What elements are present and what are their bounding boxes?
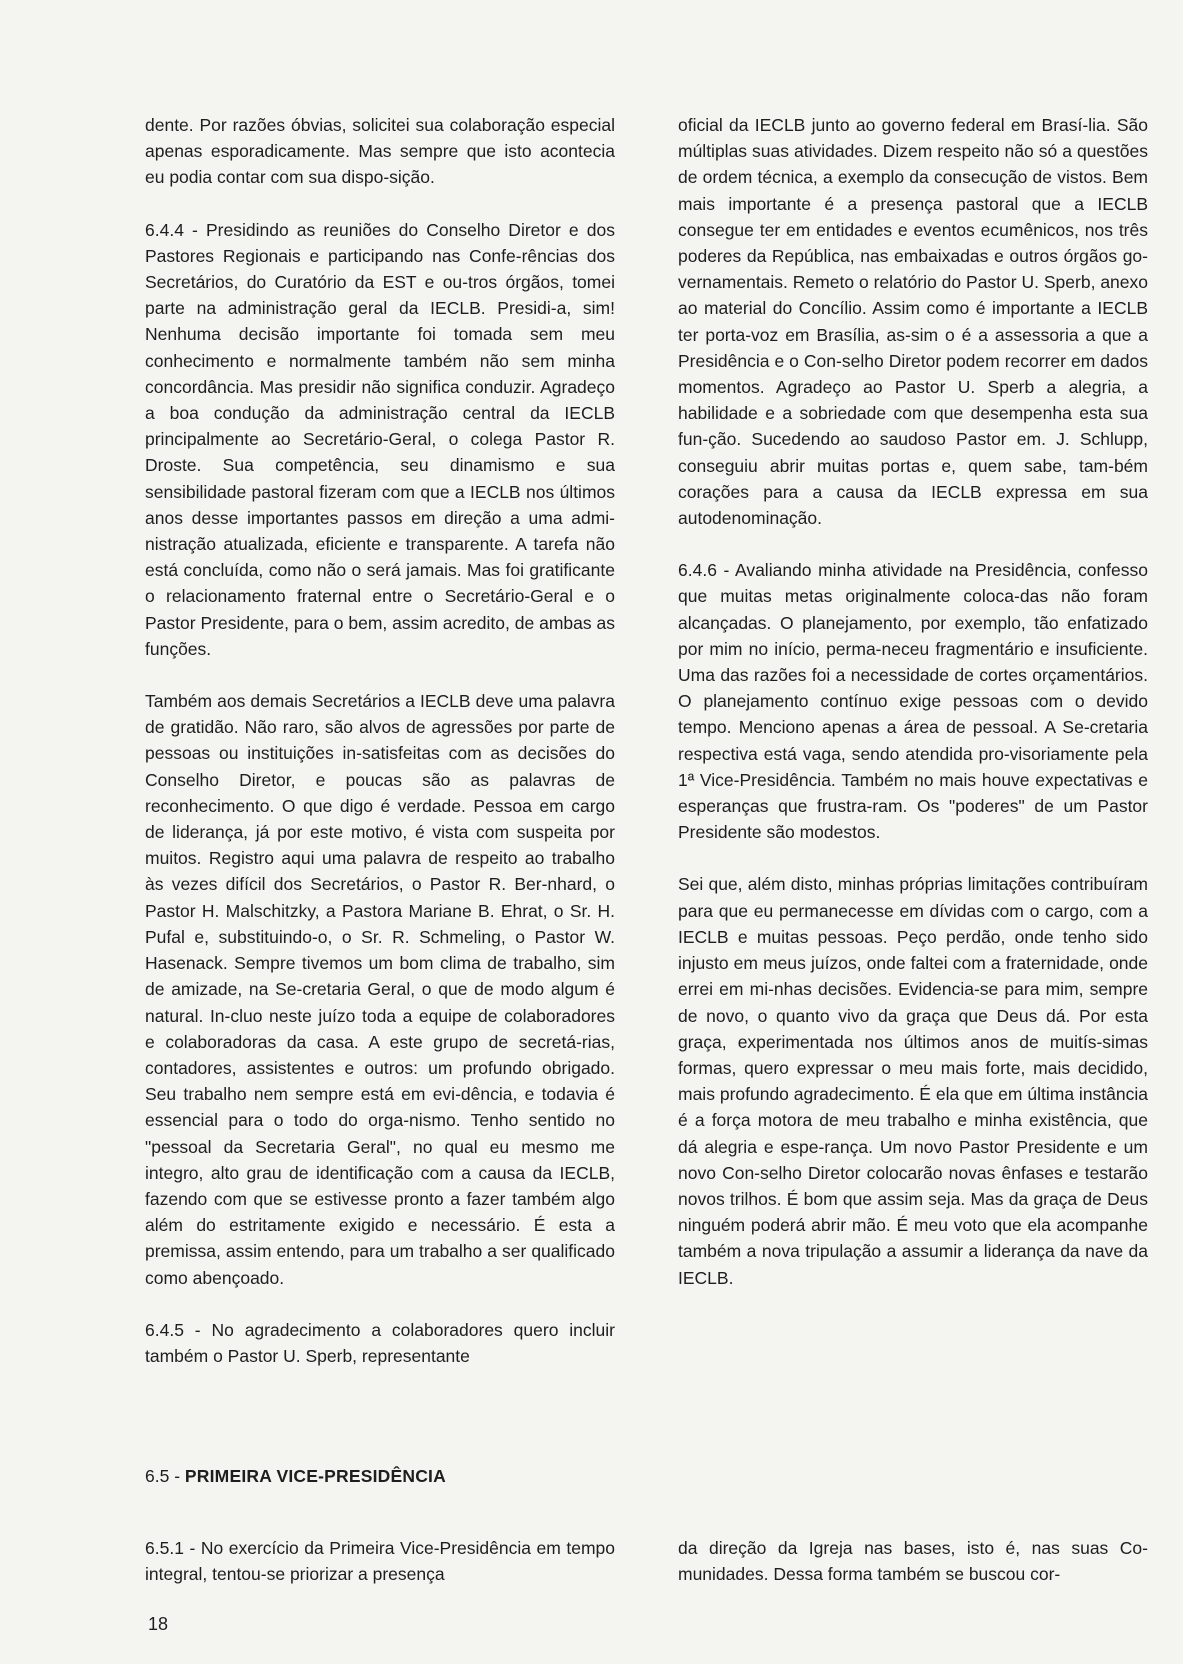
paragraph-6-5-1-left: 6.5.1 - No exercício da Primeira Vice-Presidência em tempo integral, tentou-se priorizar a presença [145,1538,615,1585]
section-title: PRIMEIRA VICE-PRESIDÊNCIA [184,1466,446,1486]
paragraph-6-4-4: 6.4.4 - Presidindo as reuniões do Conselho Diretor e dos Pastores Regionais e participando nas Confe-rências dos Secretários, do Curatório da EST e ou-tros órgãos, tomei parte na administração geral da IECLB. Presidi-a, sim! Nenhuma decisão importante foi tomada sem meu conhecimento e normalmente também não sem minha concordância. Mas presidir não significa conduzir. Agradeço a boa condução da administração central da IECLB principalmente ao Secretário-Geral, o colega Pastor R. Droste. Sua competência, seu dinamismo e sua sensibilidade pastoral fizeram com que a IECLB nos últimos anos desse importantes passos em direção a uma admi-nistração atualizada, eficiente e transparente. A tarefa não está concluída, como não o será jamais. Mas foi gratificante o relacionamento fraternal entre o Secretário-Geral e o Pastor Presidente, para o bem, assim acredito, de ambas as funções. [145,219,615,659]
paragraph-6-5-1-right: da direção da Igreja nas bases, isto é, nas suas Co-munidades. Dessa forma também se buscou cor- [678,1538,1148,1585]
paragraph-6-4-6: 6.4.6 - Avaliando minha atividade na Presidência, confesso que muitas metas originalmente coloca-das não foram alcançadas. O planejamento, por exemplo, tão enfatizado por mim no início, perma-neceu fragmentário e insuficiente. Uma das razões foi a necessidade de cortes orçamentários. O planejamento contínuo exige pessoas com o devido tempo. Menciono apenas a área de pessoal. A Se-cretaria respectiva está vaga, sendo atendida pro-visoriamente pela 1ª Vice-Presidência. Também no mais houve expectativas e esperanças que frustra-ram. Os "poderes" de um Pastor Presidente são modestos. [678,560,1148,843]
right-column [678,112,1148,1317]
paragraph-6-4-5: 6.4.5 - No agradecimento a colaboradores quero incluir também o Pastor U. Sperb, representante [145,1319,615,1366]
paragraph-sperb: oficial da IECLB junto ao governo federal em Brasí-lia. São múltiplas suas atividades. Dizem respeito não só a questões de ordem técnica, a exemplo da consecução de vistos. Bem mais importante é a presença pastoral que a IECLB consegue ter em entidades e eventos ecumênicos, nos três poderes da República, nas embaixadas e outros órgãos go-vernamentais. Remeto o relatório do Pastor U. Sperb, anexo ao material do Concílio. Assim como é importante a IECLB ter porta-voz em Brasília, as-sim o é a assessoria a que a Presidência e o Con-selho Diretor podem recorrer em dados momentos. Agradeço ao Pastor U. Sperb a alegria, a habilidade e a sobriedade com que desempenha esta sua fun-ção. Sucedendo ao saudoso Pastor em. J. Schlupp, conseguiu abrir muitas portas e, quem sabe, tam-bém corações para a causa da IECLB expressa em sua autodenominação. [678,115,1148,529]
page-number: 18 [148,1614,169,1634]
paragraph-secretaries: Também aos demais Secretários a IECLB deve uma palavra de gratidão. Não raro, são alvos de agressões por parte de pessoas ou instituições in-satisfeitas com as decisões do Conselho Diretor, e poucas são as palavras de reconhecimento. O que digo é verdade. Pessoa em cargo de liderança, já por este motivo, é vista com suspeita por muitos. Registro aqui uma palavra de respeito ao trabalho às vezes difícil dos Secretários, o Pastor R. Ber-nhard, o Pastor H. Malschitzky, a Pastora Mariane B. Ehrat, o Sr. H. Pufal e, substituindo-o, o Sr. R. Schmeling, o Pastor W. Hasenack. Sempre tivemos um bom clima de trabalho, sim de amizade, na Se-cretaria Geral, o que de modo algum é natural. In-cluo neste juízo toda a equipe de colaboradores e colaboradoras da casa. A este grupo de secretá-rias, contadores, assistentes e outros: um profundo obrigado. Seu trabalho nem sempre está em evi-dência, e todavia é essencial para o todo do orga-nismo. Tenho sentido no "pessoal da Secretaria Geral", no qual eu mesmo me integro, alto grau de identificação com a causa da IECLB, fazendo com que se estivesse pronto a fazer também algo além do estritamente exigido e necessário. É esta a premissa, assim entendo, para um trabalho a ser qualificado como abençoado. [145,691,615,1288]
section-number: 6.5 - [145,1466,185,1486]
paragraph-closing: Sei que, além disto, minhas próprias limitações contribuíram para que eu permanecesse em dívidas com o cargo, com a IECLB e muitas pessoas. Peço perdão, onde tenho sido injusto em meus juízos, onde faltei com a fraternidade, onde errei em mi-nhas decisões. Evidencia-se para mim, sempre de novo, o quanto vivo da graça que Deus dá. Por esta graça, experimentada nos últimos anos de muitís-simas formas, quero expressar o meu mais forte, mais decidido, mais profundo agradecimento. É ela que em última instância é a força motora de meu trabalho e minha existência, que dá alegria e espe-rança. Um novo Pastor Presidente e um novo Con-selho Diretor colocarão novas ênfases e testarão novos trilhos. É bom que assim seja. Mas da graça de Deus ninguém poderá abrir mão. É meu voto que ela acompanhe também a nova tripulação a assumir a liderança da nave da IECLB. [678,874,1148,1288]
paragraph-continuation: dente. Por razões óbvias, solicitei sua colaboração especial apenas esporadicamente. Mas sempre que isto acontecia eu podia contar com sua dispo-sição. [145,115,615,188]
section-heading [145,1463,446,1489]
left-column [145,112,615,1395]
